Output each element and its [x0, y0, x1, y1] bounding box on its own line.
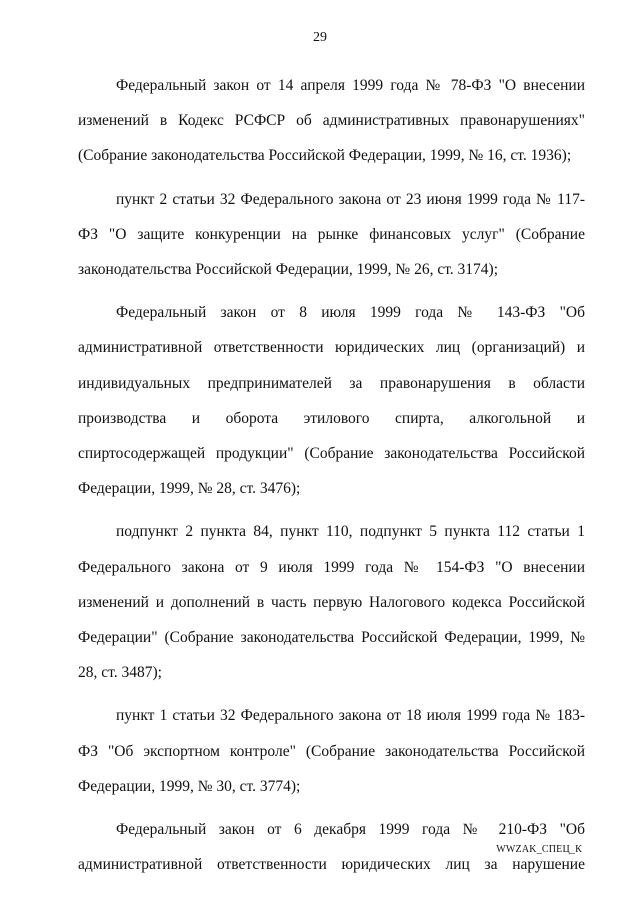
paragraph-law-183fz: пункт 1 статьи 32 Федерального закона от 18 июля 1999 года № 183-ФЗ "Об экспортном контроле" (Собрание законодательства Российской Федерации, 1999, № 30, ст. 3774);	[78, 707, 585, 795]
paragraph-law-78fz: Федеральный закон от 14 апреля 1999 года № 78-ФЗ "О внесении изменений в Кодекс РСФСР об административных правонарушениях" (Собрание законодательства Российской Федерации, 1999, № 16, ст. 1936);	[78, 77, 585, 165]
paragraph-law-154fz: подпункт 2 пункта 84, пункт 110, подпункт 5 пункта 112 статьи 1 Федерального закона от 9 июля 1999 года № 154-ФЗ "О внесении изменений и дополнений в часть первую Налогового кодекса Российской Федерации" (Собрание законодательства Российской Федерации, 1999, № 28, ст. 3487);	[78, 523, 585, 682]
footer-document-code: WWZAK_СПЕЦ_К	[496, 844, 582, 855]
paragraph-law-210fz: Федеральный закон от 6 декабря 1999 года № 210-ФЗ "Об административной ответственности юридических лиц за нарушение	[78, 821, 585, 874]
paragraph-law-143fz: Федеральный закон от 8 июля 1999 года № 143-ФЗ "Об административной ответственности юридических лиц (организаций) и индивидуальных предпринимателей за правонарушения в области производства и оборота этилового спирта, алкогольной и спиртосодержащей продукции" (Собрание законодательства Российской Федерации, 1999, № 28, ст. 3476);	[78, 304, 585, 498]
document-body	[78, 68, 585, 890]
paragraph-law-117fz: пункт 2 статьи 32 Федерального закона от 23 июня 1999 года № 117-ФЗ "О защите конкуренции на рынке финансовых услуг" (Собрание законодательства Российской Федерации, 1999, № 26, ст. 3174);	[78, 190, 585, 279]
page-number: 29	[313, 30, 327, 45]
